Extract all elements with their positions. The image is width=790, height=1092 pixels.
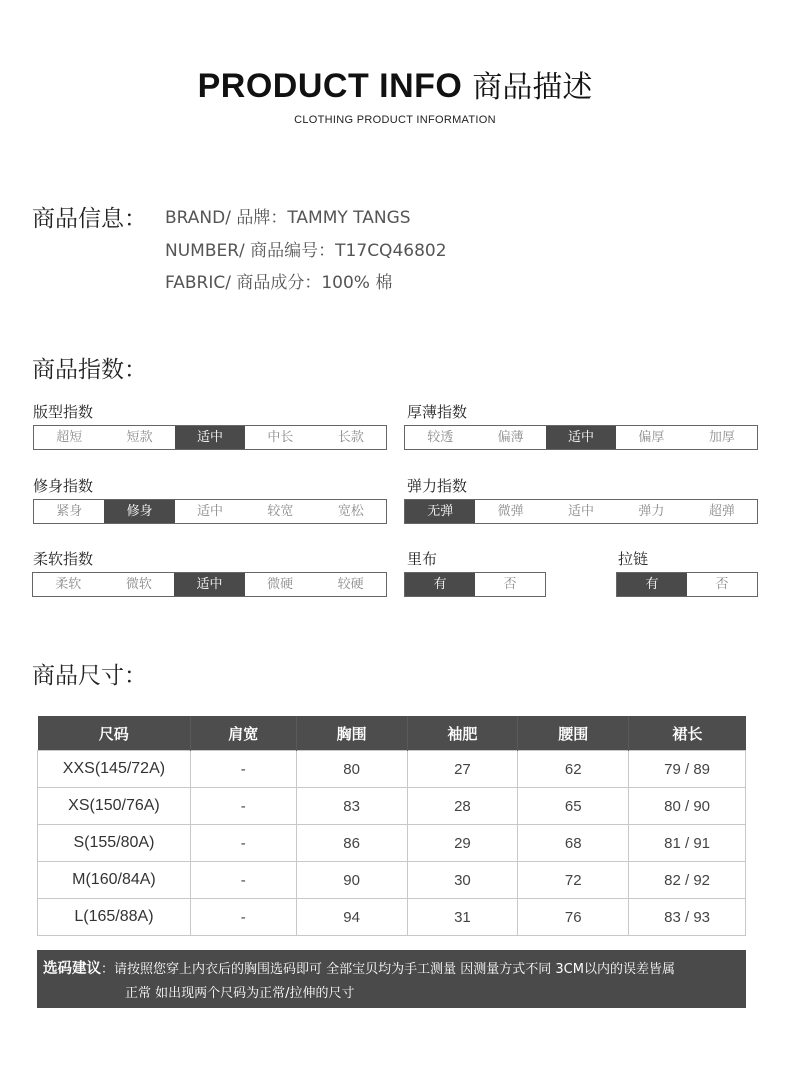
- soft-option: 较硬: [337, 577, 364, 592]
- size-label-cell: S(155/80A): [38, 825, 191, 862]
- advice-label: 选码建议: [43, 961, 101, 977]
- size-value-cell: 83: [296, 788, 407, 825]
- lining-option: 否: [503, 577, 517, 592]
- info-lines: [165, 202, 447, 300]
- size-value-cell: 79 / 89: [629, 751, 746, 788]
- thickness-option: 偏薄: [497, 430, 524, 445]
- table-row: [38, 751, 746, 788]
- size-value-cell: 83 / 93: [629, 899, 746, 936]
- slim-option-selected: 修身: [104, 500, 174, 523]
- table-row: [38, 825, 746, 862]
- elastic-option-selected: 无弹: [405, 500, 475, 523]
- fit-option: 短款: [126, 430, 153, 445]
- lining-scale: [404, 572, 546, 597]
- subtitle: CLOTHING PRODUCT INFORMATION: [294, 114, 496, 126]
- size-value-cell: 82 / 92: [629, 862, 746, 899]
- size-value-cell: 65: [518, 788, 629, 825]
- elastic-index-scale: [404, 499, 758, 524]
- size-value-cell: 72: [518, 862, 629, 899]
- table-row: [38, 899, 746, 936]
- soft-index-label: 柔软指数: [33, 550, 94, 568]
- page-header: [0, 62, 790, 126]
- table-row: [38, 862, 746, 899]
- thickness-option: 较透: [427, 430, 454, 445]
- size-value-cell: 68: [518, 825, 629, 862]
- title-cn: 商品描述: [472, 70, 593, 105]
- slim-option: 紧身: [56, 504, 83, 519]
- thickness-option: 偏厚: [638, 430, 665, 445]
- size-value-cell: -: [190, 862, 296, 899]
- size-value-cell: 31: [407, 899, 518, 936]
- size-value-cell: -: [190, 899, 296, 936]
- soft-index-scale: [32, 572, 387, 597]
- slim-index-scale: [33, 499, 387, 524]
- size-header-cell: 袖肥: [407, 716, 518, 751]
- size-value-cell: 80: [296, 751, 407, 788]
- lining-label: 里布: [407, 550, 438, 568]
- size-value-cell: 86: [296, 825, 407, 862]
- fit-option: 中长: [267, 430, 294, 445]
- size-header-cell: 裙长: [629, 716, 746, 751]
- size-value-cell: 29: [407, 825, 518, 862]
- soft-option: 微硬: [267, 577, 294, 592]
- size-value-cell: -: [190, 825, 296, 862]
- size-value-cell: 62: [518, 751, 629, 788]
- size-value-cell: 28: [407, 788, 518, 825]
- thickness-index-label: 厚薄指数: [407, 403, 468, 421]
- size-header-cell: 胸围: [296, 716, 407, 751]
- size-value-cell: 94: [296, 899, 407, 936]
- size-advice: [37, 950, 746, 1008]
- elastic-option: 弹力: [638, 504, 665, 519]
- zipper-scale: [616, 572, 758, 597]
- title-en: PRODUCT INFO: [197, 67, 463, 105]
- size-label-cell: XS(150/76A): [38, 788, 191, 825]
- soft-option-selected: 适中: [174, 573, 245, 596]
- lining-option-selected: 有: [405, 573, 475, 596]
- size-label-cell: M(160/84A): [38, 862, 191, 899]
- fit-index-scale: [33, 425, 387, 450]
- elastic-option: 超弹: [708, 504, 735, 519]
- advice-line-1: ：请按照您穿上内衣后的胸围选码即可 全部宝贝均为手工测量 因测量方式不同 3CM以内的误差皆属: [101, 962, 675, 977]
- size-section-title: 商品尺寸：: [32, 663, 147, 689]
- size-header-cell: 尺码: [38, 716, 191, 751]
- size-value-cell: -: [190, 751, 296, 788]
- info-section-title: 商品信息：: [32, 206, 147, 232]
- size-value-cell: 76: [518, 899, 629, 936]
- fit-option: 长款: [337, 430, 364, 445]
- soft-option: 柔软: [55, 577, 82, 592]
- fit-option: 超短: [56, 430, 83, 445]
- fit-index-label: 版型指数: [33, 403, 94, 421]
- elastic-option: 适中: [568, 504, 595, 519]
- fit-option-selected: 适中: [175, 426, 245, 449]
- elastic-index-label: 弹力指数: [407, 477, 468, 495]
- fabric-line: FABRIC/ 商品成分：100% 棉: [165, 273, 393, 293]
- zipper-option-selected: 有: [617, 573, 687, 596]
- slim-option: 较宽: [267, 504, 294, 519]
- indices-section-title: 商品指数：: [32, 357, 147, 383]
- zipper-option: 否: [715, 577, 729, 592]
- size-value-cell: 81 / 91: [629, 825, 746, 862]
- slim-option: 宽松: [337, 504, 364, 519]
- elastic-option: 微弹: [497, 504, 524, 519]
- number-line: NUMBER/ 商品编号：T17CQ46802: [165, 240, 447, 261]
- size-header-cell: 肩宽: [190, 716, 296, 751]
- slim-option: 适中: [197, 504, 224, 519]
- thickness-index-scale: [404, 425, 758, 450]
- size-table: [37, 716, 746, 936]
- thickness-option-selected: 适中: [546, 426, 616, 449]
- size-header-cell: 腰围: [518, 716, 629, 751]
- size-label-cell: L(165/88A): [38, 899, 191, 936]
- table-row: [38, 788, 746, 825]
- slim-index-label: 修身指数: [33, 477, 94, 495]
- soft-option: 微软: [125, 577, 152, 592]
- size-value-cell: 90: [296, 862, 407, 899]
- size-value-cell: 80 / 90: [629, 788, 746, 825]
- size-label-cell: XXS(145/72A): [38, 751, 191, 788]
- advice-line-2: 正常 如出现两个尺码为正常/拉伸的尺寸: [125, 986, 355, 1001]
- brand-line: BRAND/ 品牌：TAMMY TANGS: [165, 208, 411, 228]
- size-value-cell: -: [190, 788, 296, 825]
- thickness-option: 加厚: [708, 430, 735, 445]
- size-value-cell: 27: [407, 751, 518, 788]
- zipper-label: 拉链: [618, 550, 649, 568]
- size-value-cell: 30: [407, 862, 518, 899]
